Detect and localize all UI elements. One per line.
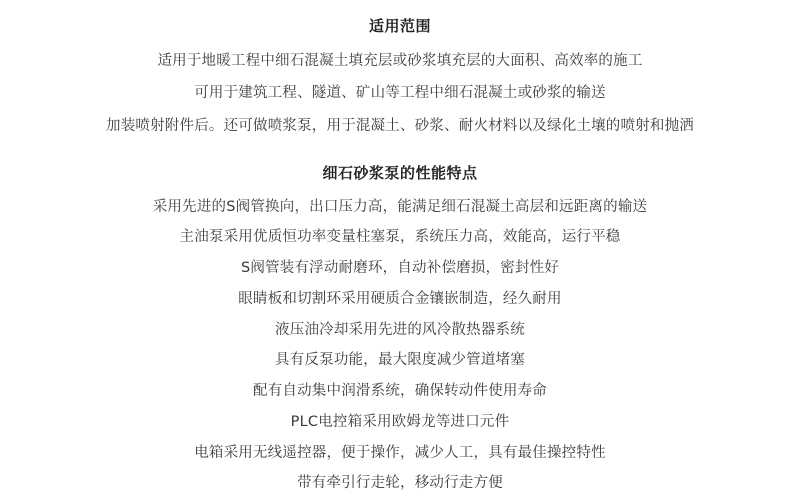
feature-line-9: 电箱采用无线遥控器，便于操作，减少人工，具有最佳操控特性	[194, 444, 606, 461]
feature-line-4: 眼睛板和切割环采用硬质合金镶嵌制造，经久耐用	[238, 290, 562, 307]
feature-line-1: 采用先进的S阀管换向，出口压力高，能满足细石混凝土高层和远距离的输送	[152, 198, 648, 215]
scope-line-2: 可用于建筑工程、隧道、矿山等工程中细石混凝土或砂浆的输送	[194, 85, 606, 102]
feature-line-5: 液压油冷却采用先进的风冷散热器系统	[275, 321, 525, 338]
scope-line-1: 适用于地暖工程中细石混凝土填充层或砂浆填充层的大面积、高效率的施工	[157, 53, 643, 69]
feature-line-7: 配有自动集中润滑系统，确保转动件使用寿命	[253, 383, 547, 399]
scope-line-3: 加装喷射附件后。还可做喷浆泵，用于混凝土、砂浆、耐火材料以及绿化土壤的喷射和抛洒	[106, 117, 694, 134]
feature-line-3: S阀管装有浮动耐磨环，自动补偿磨损，密封性好	[240, 260, 560, 276]
section-heading-features: 细石砂浆泵的性能特点	[322, 163, 478, 182]
section-heading-scope: 适用范围	[368, 17, 431, 35]
feature-line-6: 具有反泵功能，最大限度减少管道堵塞	[275, 352, 525, 369]
feature-line-2: 主油泵采用优质恒功率变量柱塞泵，系统压力高，效能高，运行平稳	[179, 229, 621, 246]
section-scope	[20, 14, 780, 147]
feature-line-10: 带有牵引行走轮，移动行走方便	[297, 475, 503, 492]
section-features	[20, 161, 780, 504]
feature-line-8: PLC电控箱采用欧姆龙等进口元件	[290, 413, 510, 430]
